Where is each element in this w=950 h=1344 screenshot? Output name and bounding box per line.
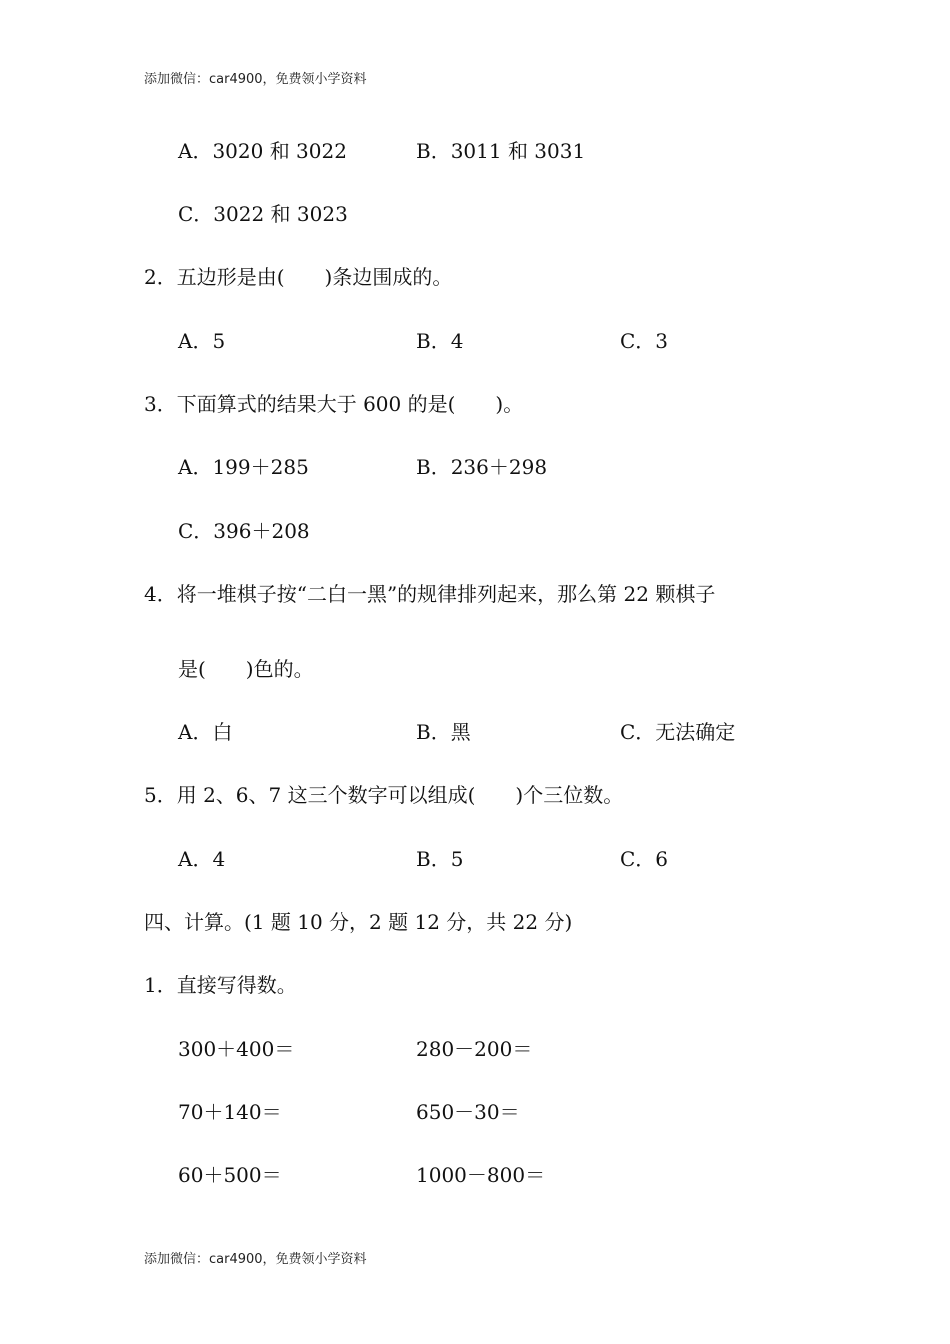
q1-option-a: A．3020 和 3022: [178, 139, 347, 163]
q5-stem: 5．用 2、6、7 这三个数字可以组成( )个三位数。: [144, 783, 624, 807]
q4-stem-line1: 4．将一堆棋子按“二白一黑”的规律排列起来，那么第 22 颗棋子: [144, 582, 716, 606]
q1-option-b: B．3011 和 3031: [416, 139, 586, 163]
q5-option-c: C．6: [620, 847, 669, 871]
q2-stem: 2．五边形是由( )条边围成的。: [144, 265, 453, 289]
q2-option-c: C．3: [620, 329, 669, 353]
section-4-sub-1: 1．直接写得数。: [144, 973, 297, 997]
q2-option-a: A．5: [178, 329, 226, 353]
q4-option-b: B．黑: [416, 720, 471, 744]
q4-stem-line2: 是( )色的。: [178, 657, 314, 681]
q2-option-b: B．4: [416, 329, 464, 353]
calc-item: 300＋400＝: [178, 1037, 295, 1061]
calc-item: 280－200＝: [416, 1037, 533, 1061]
q1-option-c: C．3022 和 3023: [178, 202, 348, 226]
calc-item: 60＋500＝: [178, 1163, 282, 1187]
q4-option-a: A．白: [178, 720, 233, 744]
calc-item: 1000－800＝: [416, 1163, 546, 1187]
header-note: 添加微信：car4900，免费领小学资料: [144, 72, 367, 87]
calc-item: 650－30＝: [416, 1100, 520, 1124]
q3-option-a: A．199＋285: [178, 455, 309, 479]
q3-stem: 3．下面算式的结果大于 600 的是( )。: [144, 392, 524, 416]
calc-item: 70＋140＝: [178, 1100, 282, 1124]
footer-note: 添加微信：car4900，免费领小学资料: [144, 1252, 367, 1267]
section-4-title: 四、计算。(1 题 10 分，2 题 12 分，共 22 分): [144, 910, 573, 934]
q5-option-b: B．5: [416, 847, 464, 871]
q4-option-c: C．无法确定: [620, 720, 736, 744]
q3-option-b: B．236＋298: [416, 455, 548, 479]
q5-option-a: A．4: [178, 847, 226, 871]
q3-option-c: C．396＋208: [178, 519, 310, 543]
